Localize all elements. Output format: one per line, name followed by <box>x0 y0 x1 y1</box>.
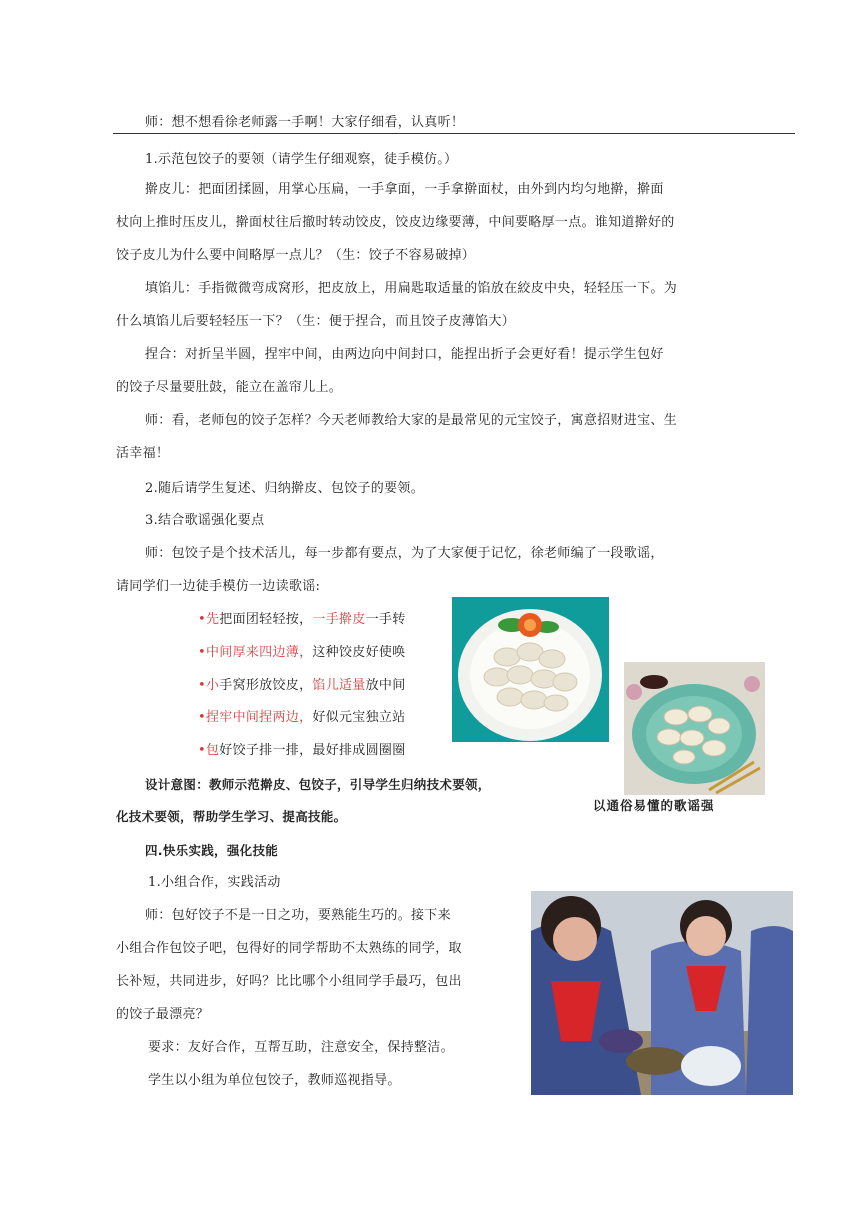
para-song-intro-1: 师：包饺子是个技术活儿，每一步都有要点，为了大家便于记忆，徐老师编了一段歌谣， <box>145 546 664 561</box>
yuanbao-dumpling-photo <box>624 662 765 795</box>
para-rolling-2: 杖向上推时压皮儿，擀面杖往后撤时转动饺皮，饺皮边缘要薄，中间要略厚一点。谁知道擀好的 <box>116 215 675 230</box>
para-pinching-1: 捏合：对折呈半圆，捏牢中间，由两边向中间封口，能捏出折子会更好看！提示学生包好 <box>145 347 664 362</box>
para-rolling-1: 擀皮儿：把面团揉圆，用掌心压扁，一手拿面，一手拿擀面杖，由外到内均匀地擀，擀面 <box>145 182 664 197</box>
practice-guidance: 学生以小组为单位包饺子，教师巡视指导。 <box>148 1073 401 1088</box>
para-teacher-1: 师：看，老师包的饺子怎样？今天老师教给大家的是最常见的元宝饺子，寓意招财进宝、生 <box>145 413 678 428</box>
section-4-heading: 四.快乐实践，强化技能 <box>145 843 279 858</box>
practice-para-2: 小组合作包饺子吧，包得好的同学帮助不太熟练的同学，取 <box>116 941 462 956</box>
para-rolling-3: 饺子皮儿为什么要中间略厚一点儿？（生：饺子不容易破掉） <box>116 248 476 263</box>
practice-para-4: 的饺子最漂亮？ <box>116 1007 210 1022</box>
para-teacher-2: 活幸福！ <box>116 446 170 461</box>
song-line-1: •先把面团轻轻按，一手擀皮一手转 <box>198 612 406 627</box>
image-caption: 以通俗易懂的歌谣强 <box>593 798 715 813</box>
para-pinching-2: 的饺子尽量要肚鼓，能立在盖帘儿上。 <box>116 380 343 395</box>
practice-requirements: 要求：友好合作，互帮互助，注意安全，保持整洁。 <box>148 1040 454 1055</box>
song-line-3: •小手窝形放饺皮，馅儿适量放中间 <box>198 678 406 693</box>
design-intent-line-1: 设计意图：教师示范擀皮、包饺子，引导学生归纳技术要领， <box>145 777 491 792</box>
practice-1-heading: 1.小组合作，实践活动 <box>148 875 281 890</box>
practice-para-1: 师：包好饺子不是一日之功，要熟能生巧的。接下来 <box>145 908 451 923</box>
para-filling-2: 什么填馅儿后要轻轻压一下？（生：便于捏合，而且饺子皮薄馅大） <box>116 314 516 329</box>
song-line-2: •中间厚来四边薄，这种饺皮好使唤 <box>198 645 406 660</box>
step-1-heading: 1.示范包饺子的要领（请学生仔细观察，徒手模仿。） <box>145 152 458 167</box>
step-2-heading: 2.随后请学生复述、归纳擀皮、包饺子的要领。 <box>145 481 425 496</box>
step-3-heading: 3.结合歌谣强化要点 <box>145 513 265 528</box>
teacher-line-1: 师：想不想看徐老师露一手啊！大家仔细看，认真听！ <box>145 115 465 130</box>
practice-para-3: 长补短，共同进步，好吗？比比哪个小组同学手最巧，包出 <box>116 974 462 989</box>
students-making-dumplings-photo <box>531 891 793 1095</box>
header-rule <box>113 133 795 134</box>
design-intent-line-2: 化技术要领，帮助学生学习、提高技能。 <box>116 809 347 824</box>
song-line-4: •捏牢中间捏两边，好似元宝独立站 <box>198 710 406 725</box>
para-filling-1: 填馅儿：手指微微弯成窝形，把皮放上，用扁匙取适量的馅放在絞皮中央，轻轻压一下。为 <box>145 281 678 296</box>
song-line-5: •包好饺子排一排，最好排成圆圈圈 <box>198 743 406 758</box>
dumpling-plate-photo <box>452 597 609 742</box>
para-song-intro-2: 请同学们一边徒手模仿一边读歌谣: <box>116 579 321 594</box>
